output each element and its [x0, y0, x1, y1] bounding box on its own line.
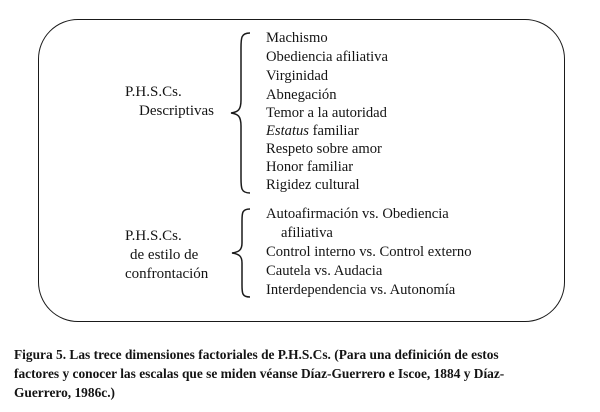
- item-rigidez-cultural: Rigidez cultural: [266, 177, 360, 193]
- item-machismo: Machismo: [266, 30, 328, 46]
- item-respeto-sobre-amor: Respeto sobre amor: [266, 141, 382, 157]
- group-descriptive-label-line2: Descriptivas: [139, 103, 214, 119]
- item-estatus-italic: Estatus: [266, 123, 309, 139]
- group-confrontation-label-line3: confrontación: [125, 266, 209, 282]
- brace-confrontation: [228, 206, 254, 300]
- item-estatus-rest: familiar: [308, 123, 359, 139]
- item-control-interno: Control interno vs. Control externo: [266, 244, 472, 260]
- item-estatus-familiar: [266, 123, 359, 140]
- group-confrontation-label-line1: P.H.S.Cs.: [125, 228, 182, 244]
- brace-descriptive: [228, 30, 254, 196]
- caption-line-1: Figura 5. Las trece dimensiones factoriales de P.H.S.Cs. (Para una definición de estos: [14, 347, 499, 362]
- figure-caption: [14, 345, 594, 402]
- group-confrontation-label-line2: de estilo de: [130, 247, 199, 263]
- item-obediencia-afiliativa: Obediencia afiliativa: [266, 49, 388, 65]
- item-cautela-audacia: Cautela vs. Audacia: [266, 263, 383, 279]
- caption-line-3: Guerrero, 1986c.): [14, 385, 116, 400]
- item-autoafirmacion: Autoafirmación vs. Obediencia: [266, 206, 449, 222]
- group-descriptive-label-line1: P.H.S.Cs.: [125, 84, 182, 100]
- item-interdependencia: Interdependencia vs. Autonomía: [266, 282, 456, 298]
- item-honor-familiar: Honor familiar: [266, 159, 354, 175]
- item-virginidad: Virginidad: [266, 68, 329, 84]
- item-abnegacion: Abnegación: [266, 87, 337, 103]
- caption-line-2: factores y conocer las escalas que se miden véanse Díaz-Guerrero e Iscoe, 1884 y Díaz-: [14, 366, 505, 381]
- item-temor-autoridad: Temor a la autoridad: [266, 105, 387, 121]
- item-autoafirmacion-continuation: afiliativa: [281, 225, 333, 241]
